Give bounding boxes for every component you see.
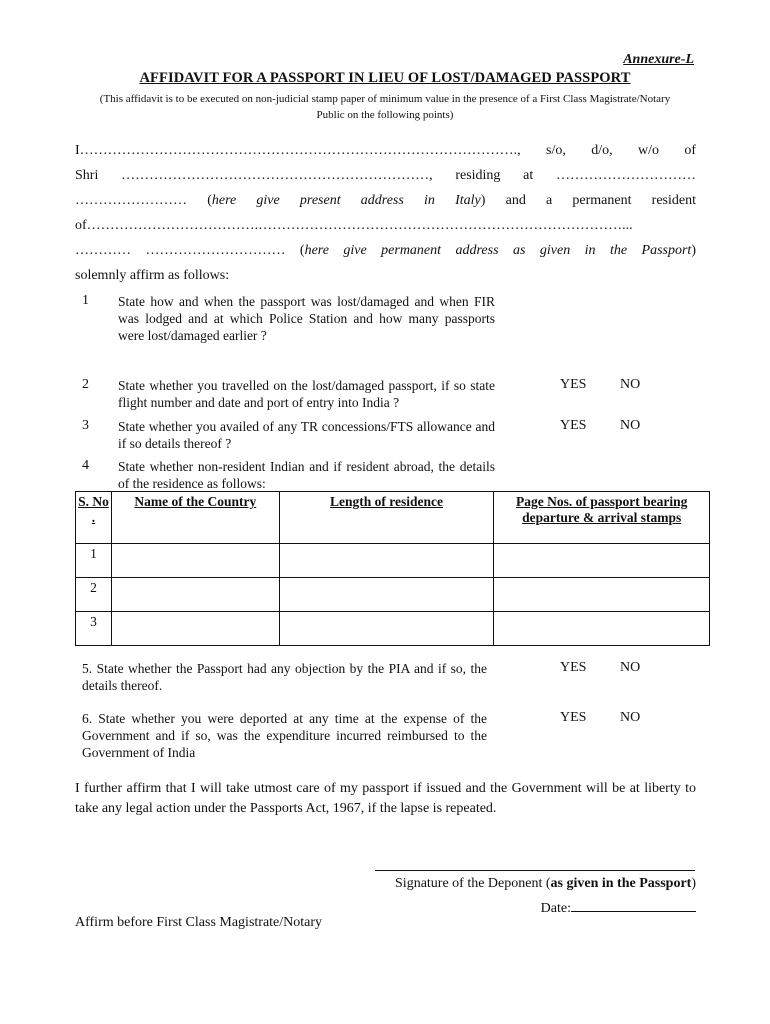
date-label: Date: bbox=[540, 901, 571, 916]
intro-line-1: I…………………………………………………………………………………., s/o, d/o, w/o of bbox=[75, 143, 696, 158]
question-6-no[interactable]: NO bbox=[620, 710, 641, 725]
date-line[interactable] bbox=[571, 897, 696, 912]
question-3-yes[interactable]: YES bbox=[560, 418, 587, 433]
intro-line-3-tail: ) and a permanent resident bbox=[480, 193, 696, 208]
question-4-text: State whether non-resident Indian and if resident abroad, the details of the residence as follows: bbox=[118, 459, 495, 491]
question-2-number: 2 bbox=[82, 377, 89, 392]
row-number: 1 bbox=[76, 544, 112, 578]
row-number: 2 bbox=[76, 578, 112, 612]
intro-line-5 bbox=[75, 243, 696, 259]
question-2-no[interactable]: NO bbox=[620, 377, 641, 392]
intro-line-5-dots: ………… ………………………… ( bbox=[75, 243, 305, 258]
length-cell[interactable] bbox=[279, 612, 494, 646]
document-title: AFFIDAVIT FOR A PASSPORT IN LIEU OF LOST/DAMAGED PASSPORT bbox=[139, 70, 631, 86]
question-1-text: State how and when the passport was lost/damaged and when FIR was lodged and at which Police Station and how many passports were lost/damaged earlier ? bbox=[118, 294, 495, 343]
table-header-row bbox=[76, 492, 710, 544]
page-nos-cell[interactable] bbox=[494, 544, 710, 578]
document-subtitle: (This affidavit is to be executed on non-judicial stamp paper of minimum value in the presence of a First Class Magistrate/Notary Public on the following points) bbox=[99, 93, 671, 121]
question-3-number: 3 bbox=[82, 418, 89, 433]
page-nos-cell[interactable] bbox=[494, 612, 710, 646]
length-cell[interactable] bbox=[279, 578, 494, 612]
length-cell[interactable] bbox=[279, 544, 494, 578]
table-row bbox=[76, 578, 710, 612]
question-1-number: 1 bbox=[82, 293, 89, 308]
intro-line-3-dots: …………………… ( bbox=[75, 193, 212, 208]
residence-table bbox=[75, 491, 710, 646]
page-nos-cell[interactable] bbox=[494, 578, 710, 612]
intro-line-6: solemnly affirm as follows: bbox=[75, 268, 230, 283]
header-country: Name of the Country bbox=[111, 492, 279, 544]
affirm-before: Affirm before First Class Magistrate/Notary bbox=[75, 915, 323, 930]
question-5-no[interactable]: NO bbox=[620, 660, 641, 675]
question-3-text: State whether you availed of any TR concessions/FTS allowance and if so details thereof ? bbox=[118, 419, 495, 451]
intro-line-3 bbox=[75, 193, 696, 209]
country-cell[interactable] bbox=[111, 544, 279, 578]
question-5-text: 5. State whether the Passport had any objection by the PIA and if so, the details thereof. bbox=[82, 661, 487, 693]
annexure-label: Annexure-L bbox=[623, 52, 694, 67]
signature-label bbox=[395, 876, 696, 892]
intro-line-4: of……………………………….……………………………………………………………………... bbox=[75, 218, 633, 233]
row-number: 3 bbox=[76, 612, 112, 646]
question-2-yes[interactable]: YES bbox=[560, 377, 587, 392]
question-2-text: State whether you travelled on the lost/damaged passport, if so state flight number and date and port of entry into India ? bbox=[118, 378, 495, 410]
present-address-hint: here give present address in Italy bbox=[211, 193, 481, 208]
signature-label-bold: as given in the Passport bbox=[550, 876, 692, 891]
question-6-yes[interactable]: YES bbox=[560, 710, 587, 725]
country-cell[interactable] bbox=[111, 578, 279, 612]
header-page-nos: Page Nos. of passport bearing departure & arrival stamps bbox=[494, 492, 710, 544]
question-6-text: 6. State whether you were deported at any time at the expense of the Government and if so, was the expenditure incurred reimbursed to the Government of India bbox=[82, 711, 487, 760]
signature-label-text: Signature of the Deponent ( bbox=[395, 876, 551, 891]
country-cell[interactable] bbox=[111, 612, 279, 646]
date-field bbox=[541, 897, 696, 917]
table-row bbox=[76, 544, 710, 578]
intro-line-2: Shri …………………………………………………………, residing at ………………………… bbox=[75, 168, 696, 183]
question-3-no[interactable]: NO bbox=[620, 418, 641, 433]
header-serial-number: S. No . bbox=[76, 492, 112, 544]
signature-label-close: ) bbox=[691, 876, 696, 891]
further-affirmation: I further affirm that I will take utmost care of my passport if issued and the Government will be at liberty to take any legal action under the Passports Act, 1967, if the lapse is repeated. bbox=[75, 781, 696, 816]
question-4-number: 4 bbox=[82, 458, 89, 473]
question-5-yes[interactable]: YES bbox=[560, 660, 587, 675]
intro-line-5-tail: ) bbox=[691, 243, 696, 258]
permanent-address-hint: here give permanent address as given in the Passport bbox=[304, 243, 692, 258]
header-length: Length of residence bbox=[279, 492, 494, 544]
signature-line[interactable] bbox=[375, 870, 695, 871]
table-row bbox=[76, 612, 710, 646]
